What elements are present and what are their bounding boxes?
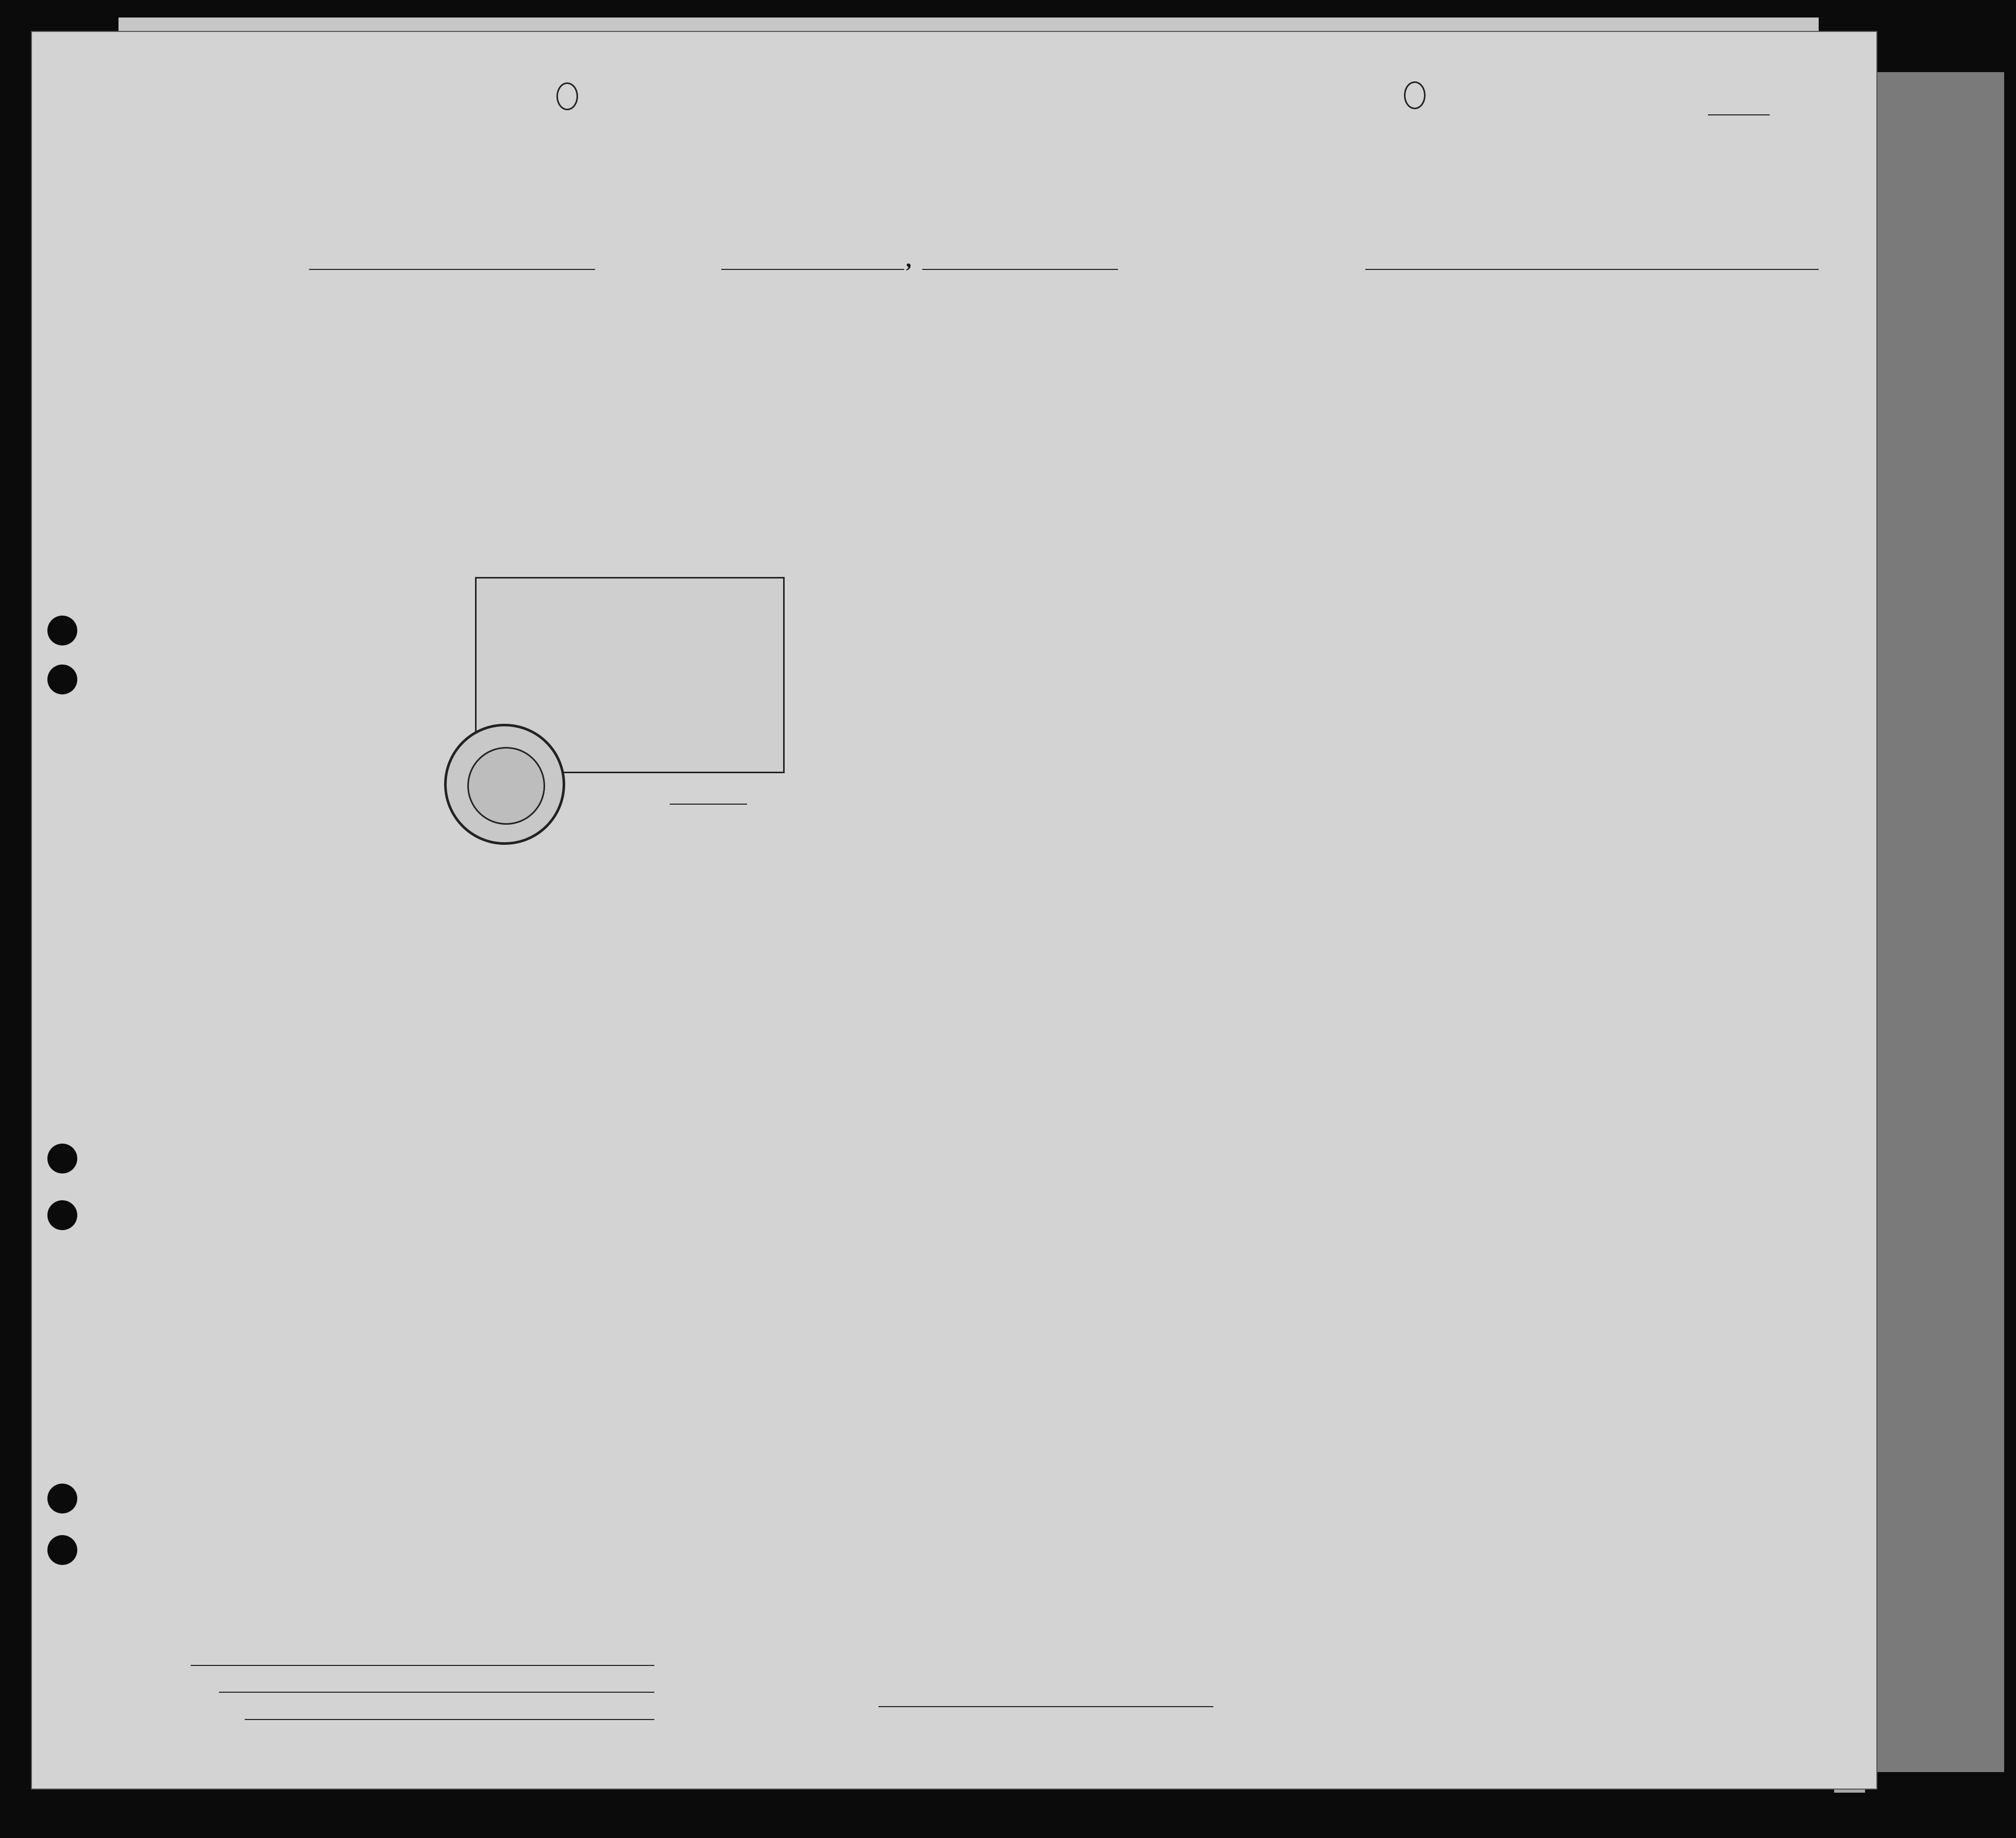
footer-line-underline bbox=[191, 1665, 654, 1666]
vessel-underline bbox=[309, 269, 595, 270]
punch-mark bbox=[1404, 81, 1426, 109]
binder-hole bbox=[47, 616, 77, 645]
manifest-page bbox=[31, 31, 1877, 1790]
date-underline bbox=[922, 269, 1118, 270]
punch-mark bbox=[556, 82, 578, 110]
arriving-underline bbox=[721, 269, 904, 270]
consulate-seal bbox=[444, 724, 565, 845]
footer-owners-underline bbox=[219, 1692, 654, 1693]
from-underline bbox=[1365, 269, 1819, 270]
binder-hole bbox=[47, 1144, 77, 1173]
eagle-emblem-icon bbox=[467, 747, 545, 825]
binder-hole bbox=[47, 665, 77, 694]
service-underline bbox=[670, 804, 747, 805]
binder-hole bbox=[47, 1535, 77, 1565]
inspector-signature-line bbox=[878, 1706, 1213, 1707]
binder-hole bbox=[47, 1484, 77, 1513]
sheet-underline bbox=[1708, 114, 1770, 115]
footer-agents-underline bbox=[245, 1719, 654, 1720]
binder-hole bbox=[47, 1200, 77, 1230]
